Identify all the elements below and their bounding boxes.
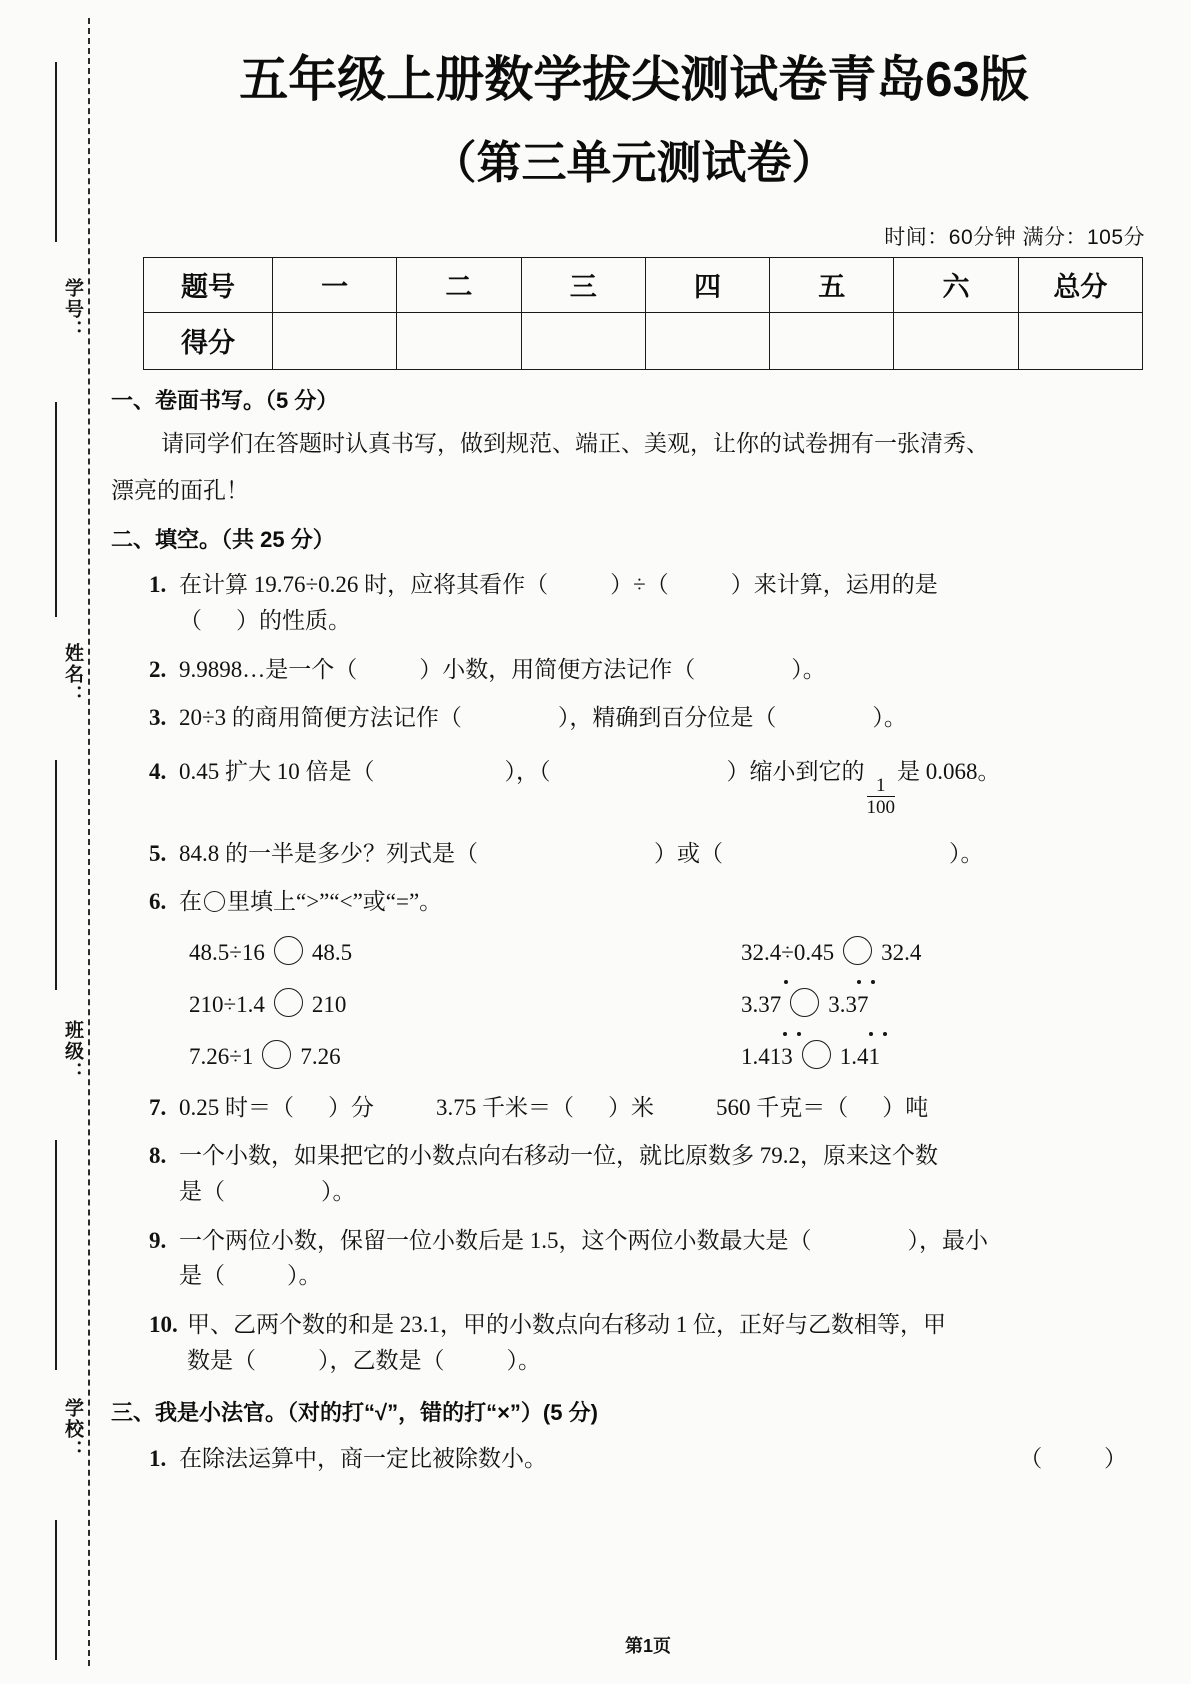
question-number: 5. [149,840,167,866]
question-2-5 [149,836,1191,872]
question-2-4 [149,754,1191,818]
question-body [179,700,1191,736]
question-body [179,567,1191,638]
question-body [179,836,1191,872]
section-heading-3: 三、我是小法官。（对的打“√”，错的打“×”）(5 分) [111,1400,598,1426]
q8-text-c: ）。 [321,1179,356,1205]
question-2-3 [149,700,1191,736]
cmp-left: 1.413 [741,1043,793,1069]
q9-text-c: 是（ [179,1263,225,1289]
question-body [179,652,1191,688]
q1-text-b: ）÷（ [610,572,669,598]
question-2-8 [149,1138,1191,1209]
score-col-1: 一 [273,257,397,312]
comparison-item [189,936,689,966]
q7-text-a: 0.25 时＝（ [179,1094,294,1120]
q4-text-a: 0.45 扩大 10 倍是（ [179,758,375,784]
comparison-item-repeating [689,1040,1191,1070]
repeating-decimal-right [828,992,868,1018]
question-number: 4. [149,758,167,784]
q1-text-d: （ [179,607,202,633]
q5-text-c: ）。 [949,840,984,866]
fraction-one-hundredth [867,776,896,818]
question-number: 9. [149,1227,167,1253]
question-body [179,1090,1191,1126]
cmp-left: 210÷1.4 [189,991,265,1017]
question-number: 3. [149,705,167,731]
question-2-2 [149,652,1191,688]
score-cell-1[interactable] [273,312,397,369]
q10-text-c: ），乙数是（ [318,1347,445,1373]
question-2-10 [149,1307,1191,1378]
score-col-2: 二 [397,257,521,312]
comparison-circle[interactable] [802,1040,831,1069]
dashed-cut-line [88,18,90,1666]
score-cell-5[interactable] [770,312,894,369]
q6-text-b: 里填上“>”“<”或“=”。 [227,889,443,915]
q2-text-b: ）小数，用简便方法记作（ [419,656,696,682]
q5-text-a: 84.8 的一半是多少？列式是（ [179,840,478,866]
question-2-1 [149,567,1191,638]
question-number: 8. [149,1143,167,1169]
cmp-right: 32.4 [881,939,922,965]
score-col-6: 六 [894,257,1018,312]
question-number: 7. [149,1094,167,1120]
q10-text-d: ）。 [506,1347,541,1373]
repeating-decimal-left [741,992,781,1018]
comparison-item-repeating [689,988,1191,1018]
cmp-left: 48.5÷16 [189,939,265,965]
repeat-dot-icon [857,980,861,984]
q1-text-a: 在计算 19.76÷0.26 时，应将其看作（ [179,572,549,598]
fraction-denominator: 100 [866,796,895,818]
score-col-3: 三 [521,257,645,312]
q3-text-c: ）。 [872,705,907,731]
comparison-circle[interactable] [843,936,872,965]
q4-text-b: ），（ [504,758,551,784]
cmp-left: 3.37 [741,991,782,1017]
margin-rule-1 [55,62,57,242]
score-cell-3[interactable] [521,312,645,369]
cmp-right: 7.26 [300,1043,341,1069]
comparison-circle[interactable] [790,988,819,1017]
fraction-numerator: 1 [876,774,886,796]
margin-rule-2 [55,402,57,617]
question-2-7 [149,1090,1191,1126]
score-cell-4[interactable] [645,312,769,369]
q7-text-e: 560 千克＝（ [716,1094,849,1120]
question-number: 2. [149,656,167,682]
repeat-dot-icon [871,980,875,984]
score-cell-2[interactable] [397,312,521,369]
question-2-1-line2 [179,603,1191,639]
cmp-right: 48.5 [311,939,353,965]
question-2-10-line2 [187,1343,1191,1379]
question-body [179,1138,1191,1209]
q9-text-b: ），最小 [907,1227,988,1253]
repeating-decimal-left [741,1044,793,1070]
margin-rule-3 [55,760,57,990]
question-body: 在除法运算中，商一定比被除数小。 [179,1446,547,1472]
comparison-item [689,936,1191,966]
sidebar-label-name: 姓名： [62,643,83,706]
question-number: 10. [149,1312,178,1337]
repeat-dot-icon [784,980,788,984]
cmp-left: 32.4÷0.45 [741,939,835,965]
comparison-circle[interactable] [274,936,303,965]
comparison-item [189,1040,689,1070]
score-col-total: 总分 [1018,257,1142,312]
question-2-8-line2 [179,1174,1191,1210]
q1-text-c: ）来计算，运用的是 [730,572,938,598]
question-number: 6. [149,889,167,915]
score-col-4: 四 [645,257,769,312]
q3-text-a: 20÷3 的商用简便方法记作（ [179,705,462,731]
exam-content [105,0,1191,1684]
sidebar-label-student-id: 学号： [62,278,83,341]
sidebar-label-class: 班级： [62,1020,83,1083]
table-row-header [144,257,1143,312]
truefalse-answer-blank[interactable]: （ ） [1019,1446,1155,1472]
q6-text-a: 在 [179,889,202,915]
repeat-dot-icon [783,1032,787,1036]
exam-meta: 时间：60分钟 满分：105分 [884,225,1145,249]
question-number: 1. [149,1446,167,1472]
section-1-text-line2: 漂亮的面孔！ [111,478,249,504]
score-col-5: 五 [770,257,894,312]
question-2-9 [149,1223,1191,1294]
question-2-9-line2 [179,1258,1191,1294]
q9-text-a: 一个两位小数，保留一位小数后是 1.5，这个两位小数最大是（ [179,1227,812,1253]
repeat-dot-icon [869,1032,873,1036]
q7-text-c: 3.75 千米＝（ [436,1094,574,1120]
question-body [187,1307,1191,1378]
margin-rule-4 [55,1140,57,1370]
question-3-1 [149,1440,1191,1473]
q3-text-b: ），精确到百分位是（ [557,705,777,731]
comparison-grid [189,936,1191,1070]
margin-rule-5 [55,1520,57,1660]
q4-text-c: ）缩小到它的 [726,758,865,784]
question-2-6 [149,884,1191,920]
score-table-row-label-2: 得分 [144,312,273,369]
q7-text-d: ）米 [608,1094,654,1120]
question-body [179,754,1191,818]
q7-text-f: ）吨 [882,1094,929,1120]
question-number: 1. [149,572,167,598]
repeating-decimal-right [840,1044,880,1070]
q10-text-b: 数是（ [187,1347,256,1373]
cmp-left: 7.26÷1 [189,1043,254,1069]
repeat-dot-icon [797,1032,801,1036]
section-heading-2: 二、填空。（共 25 分） [111,527,335,553]
question-body [179,1223,1191,1294]
q5-text-b: ）或（ [654,840,723,866]
q7-text-b: ）分 [328,1094,374,1120]
q2-text-a: 9.9898…是一个（ [179,656,358,682]
score-table [143,257,1143,370]
circle-blank-icon [204,891,225,912]
section-1-text-line1: 请同学们在答题时认真书写，做到规范、端正、美观，让你的试卷拥有一张清秀、 [161,430,989,456]
q8-text-b: 是（ [179,1179,225,1205]
q9-text-d: ）。 [287,1263,322,1289]
cmp-right: 210 [311,991,347,1017]
comparison-circle[interactable] [262,1040,291,1069]
table-row-scores [144,312,1143,369]
score-cell-total[interactable] [1018,312,1142,369]
comparison-item [189,988,689,1018]
q4-text-d: 是 0.068。 [897,758,1001,784]
q8-text-a: 一个小数，如果把它的小数点向右移动一位，就比原数多 79.2，原来这个数 [179,1143,938,1169]
page-number: 第1页 [624,1636,671,1656]
score-cell-6[interactable] [894,312,1018,369]
q1-text-e: ）的性质。 [236,607,351,633]
page-subtitle: （第三单元测试卷） [431,136,837,188]
question-body [179,884,1191,920]
score-table-row-label-1: 题号 [144,257,273,312]
comparison-circle[interactable] [274,988,303,1017]
binding-margin [0,0,105,1684]
repeat-dot-icon [883,1032,887,1036]
section-heading-1: 一、卷面书写。（5 分） [111,387,339,413]
sidebar-label-school: 学校： [62,1398,83,1461]
page-title: 五年级上册数学拔尖测试卷青岛63版 [239,53,1029,107]
q2-text-c: ）。 [791,656,826,682]
q10-text-a: 甲、乙两个数的和是 23.1，甲的小数点向右移动 1 位，正好与乙数相等，甲 [187,1312,946,1337]
cmp-right: 3.37 [828,991,869,1017]
cmp-right: 1.41 [839,1043,880,1069]
